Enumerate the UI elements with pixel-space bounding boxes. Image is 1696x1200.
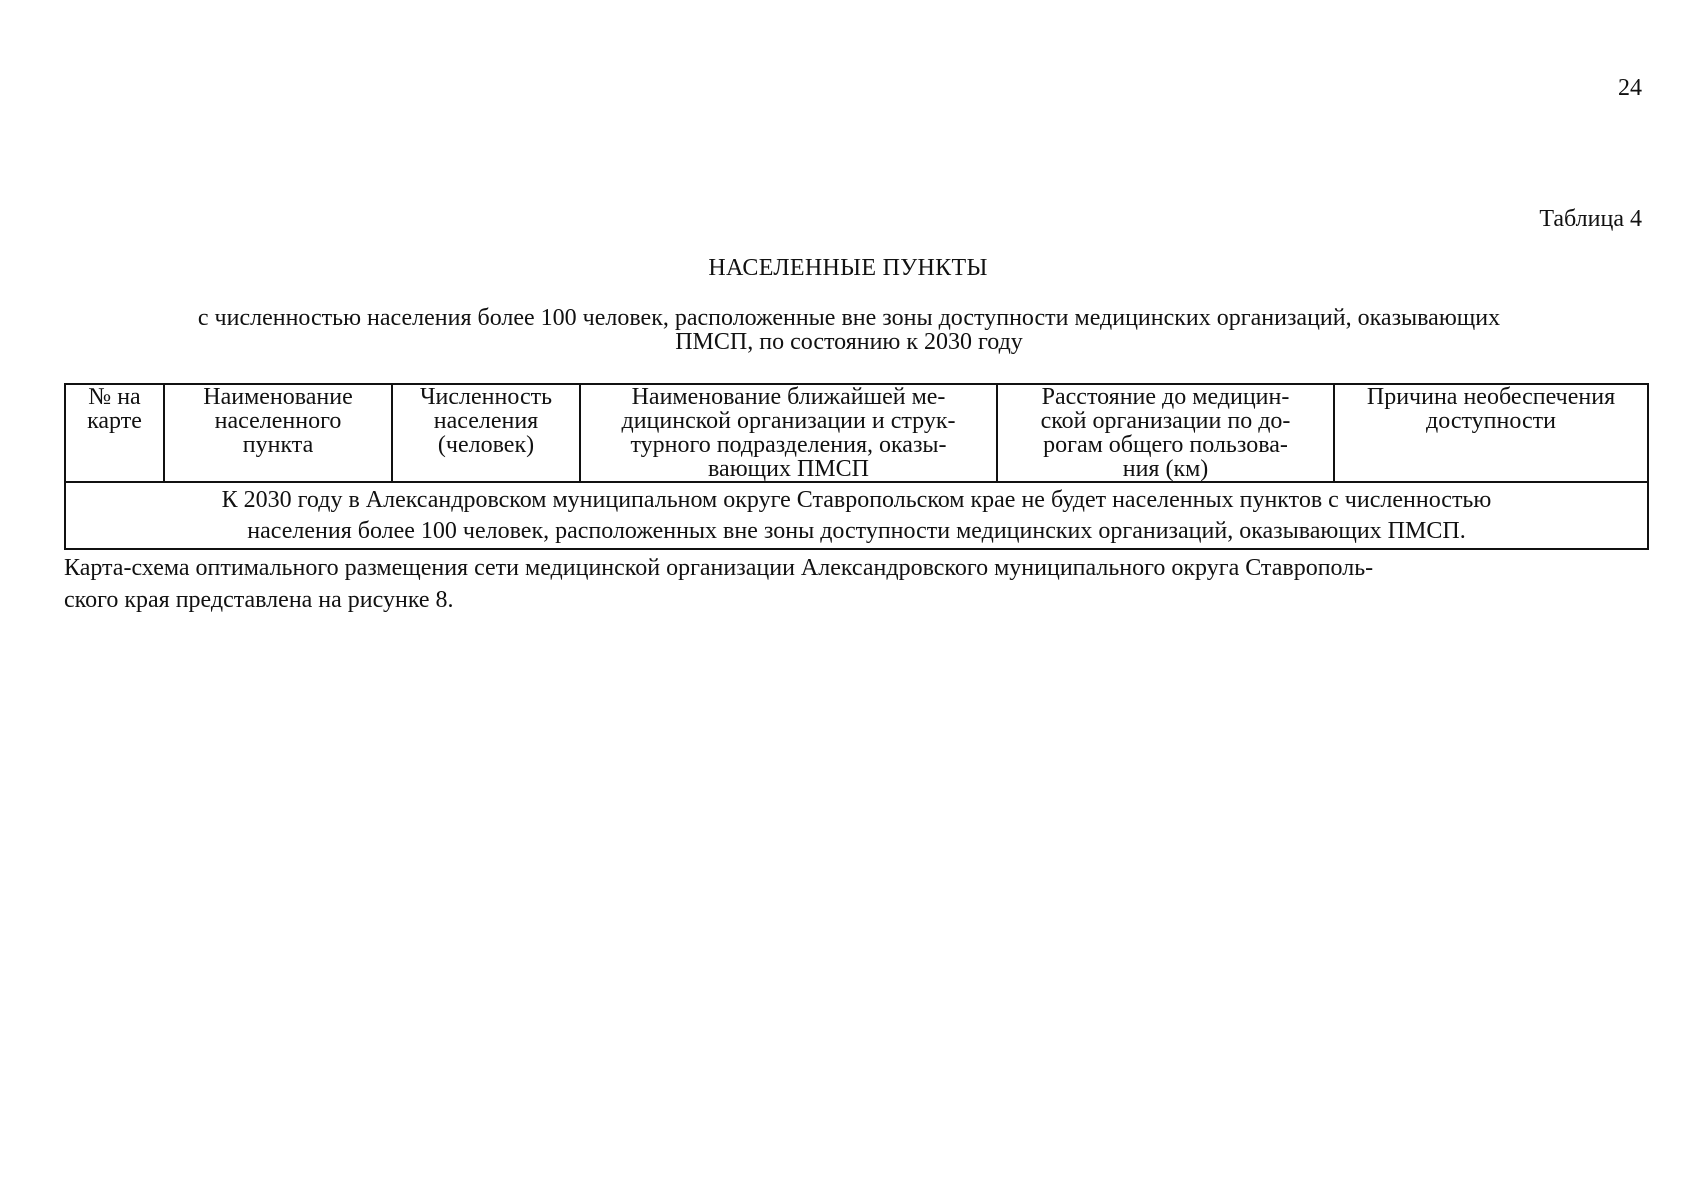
column-header-distance: Расстояние до медицин- ской организации по до- рогам общего пользова- ния (км) [997,384,1334,482]
footer-paragraph [64,552,1654,616]
column-header-reason: Причина необеспечения доступности [1334,384,1648,482]
column-header-nearest-organization: Наименование ближайшей ме- дицинской организации и струк- турного подразделения, оказы- вающих ПМСП [580,384,997,482]
note-line-1: К 2030 году в Александровском муниципальном округе Ставропольском крае не будет населенных пунктов с численностью [221,487,1492,513]
table-caption: Таблица 4 [1539,206,1642,232]
settlements-table [64,383,1649,550]
column-header-map-number: № на карте [65,384,164,482]
document-title: НАСЕЛЕННЫЕ ПУНКТЫ [708,255,988,281]
table-header-row [65,384,1648,482]
column-header-settlement-name: Наименование населенного пункта [164,384,392,482]
table-note-cell [65,482,1648,549]
subtitle-line-1: с численностью населения более 100 человек, расположенные вне зоны доступности медицинских организаций, оказывающих [197,305,1501,331]
table-row [65,482,1648,549]
document-subtitle [64,306,1634,354]
subtitle-line-2: ПМСП, по состоянию к 2030 году [675,329,1023,355]
footer-line-2: ского края представлена на рисунке 8. [64,587,454,613]
column-header-population: Численность населения (человек) [392,384,580,482]
note-line-2: населения более 100 человек, расположенных вне зоны доступности медицинских организаций, оказывающих ПМСП. [247,518,1466,544]
page-number: 24 [1618,75,1642,101]
footer-line-1: Карта-схема оптимального размещения сети медицинской организации Александровского муниципального округа Ставрополь- [64,555,1374,581]
